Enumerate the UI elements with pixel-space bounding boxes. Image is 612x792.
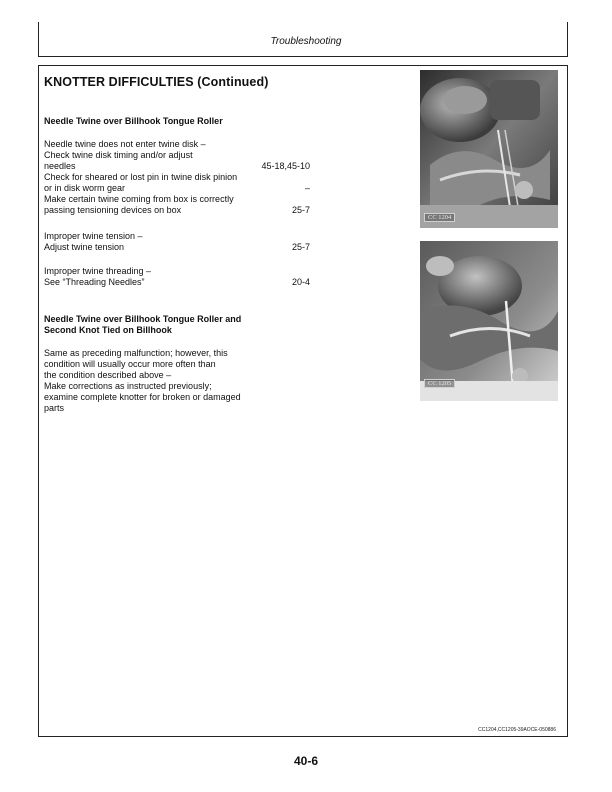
photo-1-label: CC 1204 [424,213,455,222]
subsection-2-body: Same as preceding malfunction; however, this condition will usually occur more often than the condition described above – Make corrections as instructed previously; examine complete knotter for broken or damaged parts [44,348,241,413]
list-item: Check twine disk timing and/or adjust [44,150,193,160]
list-item: passing tensioning devices on box 25-7 [44,205,310,215]
page-reference: – [304,183,310,193]
subsection-2-title: Needle Twine over Billhook Tongue Roller and Second Knot Tied on Billhook [44,314,242,335]
photo-2-label: CC 1205 [424,379,455,388]
knotter-photo-1-image [420,70,558,228]
list-item: Make certain twine coming from box is correctly [44,194,234,204]
page-reference: 45-18,45-10 [261,161,310,171]
page-reference: 25-7 [291,242,310,252]
list-item: Improper twine tension – [44,231,143,241]
subsection-1-title: Needle Twine over Billhook Tongue Roller [44,116,223,126]
knotter-photo-2 [420,241,558,401]
page-reference: 25-7 [291,205,310,215]
page-reference: 20-4 [291,277,310,287]
knotter-photo-1 [420,70,558,228]
header-title: Troubleshooting [270,36,342,47]
list-item: Needle twine does not enter twine disk – [44,139,206,149]
list-item: Adjust twine tension 25-7 [44,242,310,252]
list-item: or in disk worm gear – [44,183,310,193]
list-item: See “Threading Needles” 20-4 [44,277,310,287]
header-bottom-rule [38,56,568,57]
list-item: Check for sheared or lost pin in twine disk pinion [44,172,238,182]
list-item: needles 45-18,45-10 [44,161,310,171]
footer-code: CC1204,CC1205-39AOCE-050886 [478,727,556,733]
section-heading: KNOTTER DIFFICULTIES (Continued) [44,75,269,89]
knotter-photo-2-image [420,241,558,401]
page-number: 40-6 [293,754,319,768]
list-item: Improper twine threading – [44,266,152,276]
